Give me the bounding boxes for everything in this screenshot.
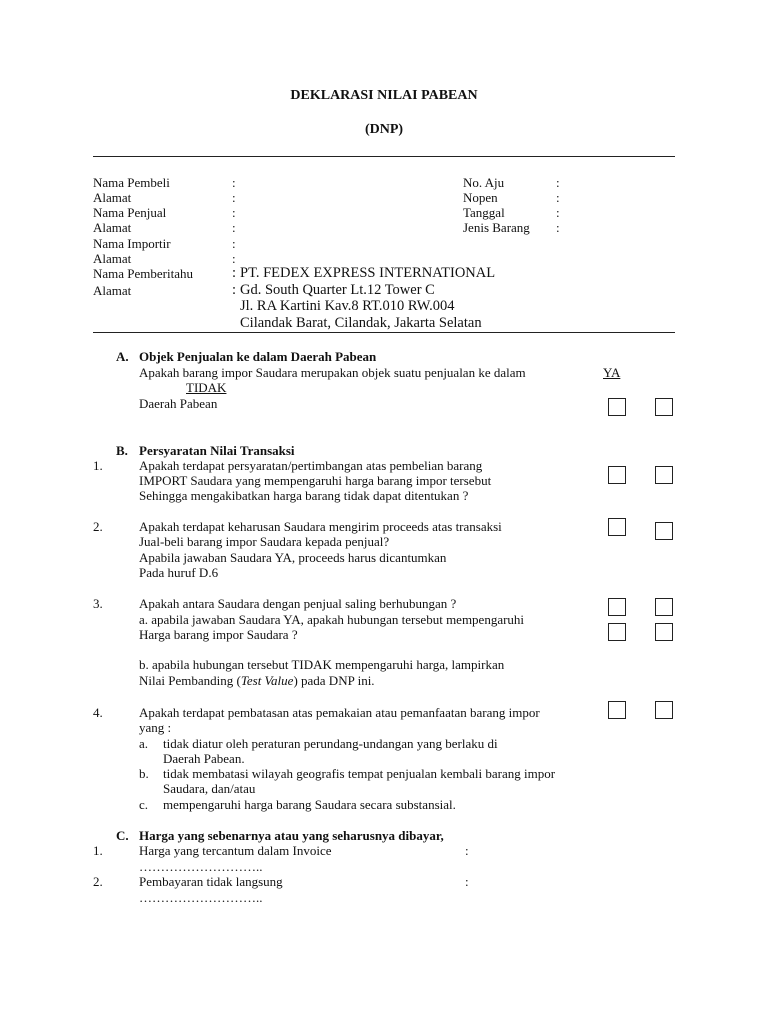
q4-item-line: Saudara, dan/atau	[163, 781, 256, 796]
colon: :	[465, 843, 469, 858]
q4-item-line: mempengaruhi harga barang Saudara secara substansial.	[163, 797, 456, 812]
q3b-text: Nilai Pembanding (	[139, 673, 241, 688]
divider-header-bottom	[93, 332, 675, 333]
q3b-text-end: ) pada DNP ini.	[293, 673, 375, 688]
document-subtitle: (DNP)	[364, 122, 404, 137]
c-item-dots: ………………………..	[139, 890, 263, 905]
q4-line: Apakah terdapat pembatasan atas pemakaian atau pemanfaatan barang impor	[139, 705, 540, 720]
address-line-3: Cilandak Barat, Cilandak, Jakarta Selatan	[240, 315, 482, 331]
colon: :	[232, 251, 236, 266]
label-nopen: Nopen	[463, 190, 498, 205]
checkbox-b3-ya[interactable]	[608, 598, 626, 616]
section-a-question-cont: Daerah Pabean	[139, 396, 218, 411]
colon: :	[232, 190, 236, 205]
c-item-dots: ………………………..	[139, 859, 263, 874]
q3-number: 3.	[93, 596, 103, 611]
checkbox-b2-ya[interactable]	[608, 518, 626, 536]
q2-line: Pada huruf D.6	[139, 565, 219, 580]
c-item-label: Pembayaran tidak langsung	[139, 874, 283, 889]
label-tanggal: Tanggal	[463, 205, 505, 220]
divider-top	[93, 156, 675, 157]
label-alamat-pemberitahu: Alamat	[93, 283, 132, 298]
colon: :	[232, 265, 237, 281]
q4-item-line: tidak diatur oleh peraturan perundang-undangan yang berlaku di	[163, 736, 498, 751]
address-line-2: Jl. RA Kartini Kav.8 RT.010 RW.004	[240, 298, 455, 314]
q3b-line: b. apabila hubungan tersebut TIDAK mempengaruhi harga, lampirkan	[139, 657, 505, 672]
checkbox-b3a-tidak[interactable]	[655, 623, 673, 641]
q4-item-line: tidak membatasi wilayah geografis tempat penjualan kembali barang impor	[163, 766, 556, 781]
q1-line: IMPORT Saudara yang mempengaruhi harga barang impor tersebut	[139, 473, 492, 488]
document-title: DEKLARASI NILAI PABEAN	[290, 88, 478, 103]
q1-line: Apakah terdapat persyaratan/pertimbangan atas pembelian barang	[139, 458, 483, 473]
checkbox-a-tidak[interactable]	[655, 398, 673, 416]
colon: :	[232, 175, 236, 190]
q1-number: 1.	[93, 458, 103, 473]
colon: :	[465, 874, 469, 889]
checkbox-b4-ya[interactable]	[608, 701, 626, 719]
q4-item-letter: c.	[139, 797, 149, 812]
label-no-aju: No. Aju	[463, 175, 505, 190]
label-alamat-penjual: Alamat	[93, 220, 132, 235]
label-alamat-pembeli: Alamat	[93, 190, 132, 205]
checkbox-b1-ya[interactable]	[608, 466, 626, 484]
checkbox-b4-tidak[interactable]	[655, 701, 673, 719]
q3-line: a. apabila jawaban Saudara YA, apakah hubungan tersebut mempengaruhi	[139, 612, 525, 627]
tidak-column-header: TIDAK	[186, 380, 227, 395]
q4-line: yang :	[139, 720, 172, 735]
colon: :	[232, 236, 236, 251]
section-a-heading: Objek Penjualan ke dalam Daerah Pabean	[139, 349, 377, 364]
colon: :	[232, 282, 237, 298]
q2-number: 2.	[93, 519, 103, 534]
section-b-letter: B.	[116, 443, 128, 458]
q4-item-line: Daerah Pabean.	[163, 751, 245, 766]
checkbox-a-ya[interactable]	[608, 398, 626, 416]
checkbox-b1-tidak[interactable]	[655, 466, 673, 484]
ya-column-header: YA	[603, 365, 621, 380]
c-item-label: Harga yang tercantum dalam Invoice	[139, 843, 332, 858]
c-item-number: 2.	[93, 874, 103, 889]
checkbox-b3a-ya[interactable]	[608, 623, 626, 641]
section-a-letter: A.	[116, 349, 129, 364]
section-c-heading: Harga yang sebenarnya atau yang seharusnya dibayar,	[139, 828, 444, 843]
label-alamat-importir: Alamat	[93, 251, 132, 266]
label-nama-penjual: Nama Penjual	[93, 205, 167, 220]
section-b-heading: Persyaratan Nilai Transaksi	[139, 443, 295, 458]
colon: :	[232, 220, 236, 235]
q3-line: Apakah antara Saudara dengan penjual saling berhubungan ?	[139, 596, 457, 611]
checkbox-b3-tidak[interactable]	[655, 598, 673, 616]
colon: :	[556, 220, 560, 235]
colon: :	[556, 205, 560, 220]
q2-line: Jual-beli barang impor Saudara kepada penjual?	[139, 534, 390, 549]
section-a-question: Apakah barang impor Saudara merupakan objek suatu penjualan ke dalam	[139, 365, 526, 380]
c-item-number: 1.	[93, 843, 103, 858]
q3b-line-2	[139, 673, 375, 688]
q4-item-letter: b.	[139, 766, 149, 781]
colon: :	[556, 175, 560, 190]
label-nama-importir: Nama Importir	[93, 236, 171, 251]
value-nama-pemberitahu: PT. FEDEX EXPRESS INTERNATIONAL	[240, 265, 496, 281]
label-nama-pemberitahu: Nama Pemberitahu	[93, 266, 193, 281]
checkbox-b2-tidak[interactable]	[655, 522, 673, 540]
q2-line: Apabila jawaban Saudara YA, proceeds harus dicantumkan	[139, 550, 447, 565]
value-alamat-pemberitahu: Gd. South Quarter Lt.12 Tower C	[240, 282, 435, 298]
q2-line: Apakah terdapat keharusan Saudara mengirim proceeds atas transaksi	[139, 519, 502, 534]
q1-line: Sehingga mengakibatkan harga barang tidak dapat ditentukan ?	[139, 488, 469, 503]
colon: :	[232, 205, 236, 220]
q4-number: 4.	[93, 705, 103, 720]
colon: :	[556, 190, 560, 205]
label-jenis-barang: Jenis Barang	[463, 220, 530, 235]
section-c-letter: C.	[116, 828, 129, 843]
q4-item-letter: a.	[139, 736, 149, 751]
label-nama-pembeli: Nama Pembeli	[93, 175, 170, 190]
q3-line: Harga barang impor Saudara ?	[139, 627, 298, 642]
q3b-test-value: Test Value	[240, 673, 294, 688]
